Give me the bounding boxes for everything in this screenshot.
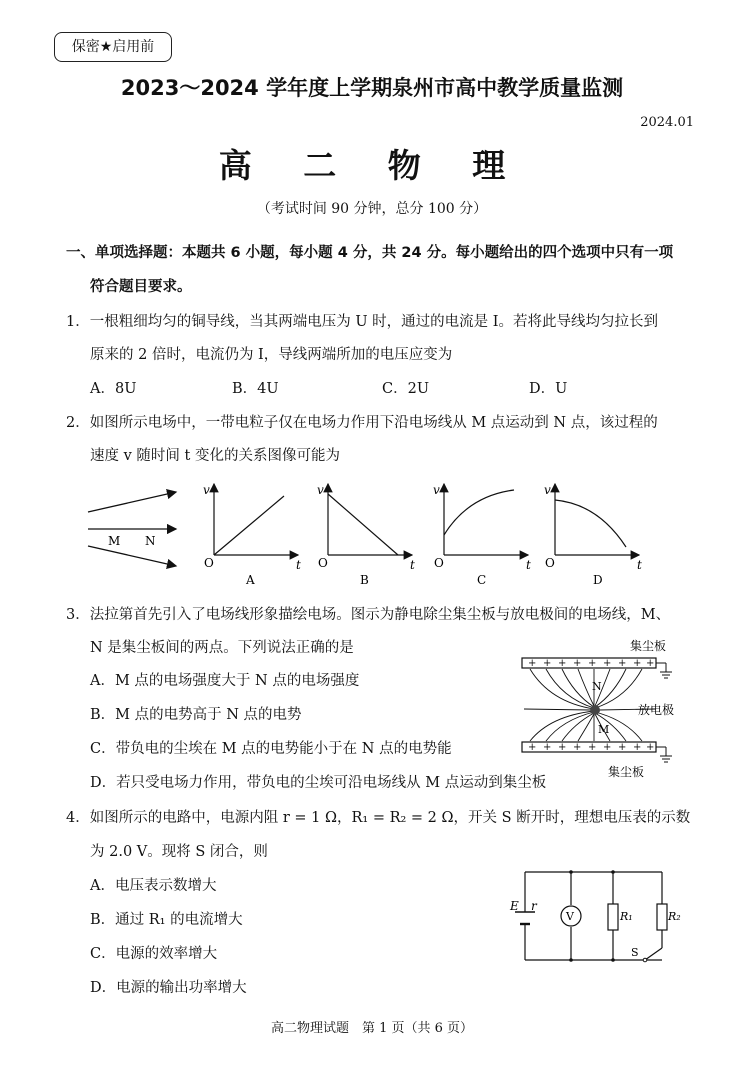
svg-text:+: + bbox=[603, 742, 612, 753]
graph-c-origin: O bbox=[434, 556, 444, 570]
svg-text:+: + bbox=[528, 742, 537, 753]
battery-e-label: E bbox=[510, 899, 519, 913]
q1-text-line2: 原来的 2 倍时，电流仍为 I，导线两端所加的电压应变为 bbox=[90, 347, 453, 363]
exam-info: （考试时间 90 分钟，总分 100 分） bbox=[256, 201, 488, 217]
graph-c-option: C bbox=[477, 573, 487, 587]
q3-label-electrode: 放电极 bbox=[638, 703, 675, 717]
q4-option-d: D．电源的输出功率增大 bbox=[90, 980, 247, 996]
svg-text:+: + bbox=[543, 742, 552, 753]
svg-text:+: + bbox=[573, 742, 582, 753]
svg-text:+: + bbox=[618, 742, 627, 753]
svg-text:+: + bbox=[603, 658, 612, 669]
switch-label: S bbox=[631, 946, 639, 959]
q2-text-line2: 速度 v 随时间 t 变化的关系图像可能为 bbox=[90, 448, 340, 464]
svg-text:+: + bbox=[543, 658, 552, 669]
svg-text:+: + bbox=[558, 658, 567, 669]
graph-b-option: B bbox=[360, 573, 369, 587]
q2-text-line1: 2．如图所示电场中，一带电粒子仅在电场力作用下沿电场线从 M 点运动到 N 点，该过程的 bbox=[66, 415, 658, 431]
battery-r-label: r bbox=[531, 899, 537, 913]
graph-b bbox=[328, 484, 412, 555]
graph-c-v-label: v bbox=[433, 483, 440, 497]
switch-s bbox=[645, 948, 662, 960]
graph-d-t-label: t bbox=[637, 558, 642, 572]
confidential-label: 保密★启用前 bbox=[54, 32, 172, 62]
q4-text-line2: 为 2.0 V。现将 S 闭合，则 bbox=[90, 844, 268, 860]
svg-text:+: + bbox=[528, 658, 537, 669]
field-label-m: M bbox=[108, 534, 121, 548]
svg-text:+: + bbox=[646, 658, 655, 669]
graph-a bbox=[214, 484, 298, 555]
graph-c bbox=[444, 484, 528, 555]
svg-text:+: + bbox=[633, 658, 642, 669]
q3-figure bbox=[510, 632, 690, 782]
q1-option-c: C．2U bbox=[382, 381, 430, 397]
graph-c-t-label: t bbox=[526, 558, 531, 572]
discharge-electrode bbox=[590, 705, 600, 715]
exam-header-title: 2023～2024 学年度上学期泉州市高中教学质量监测 bbox=[120, 76, 624, 100]
q3-point-m: M bbox=[598, 723, 610, 736]
q4-text-line1: 4．如图所示的电路中，电源内阻 r = 1 Ω，R₁ = R₂ = 2 Ω，开关 S 断开时，理想电压表的示数 bbox=[66, 810, 691, 826]
q1-option-d: D．U bbox=[529, 381, 568, 397]
field-lines bbox=[88, 492, 176, 566]
field-lines bbox=[524, 669, 656, 741]
q2-figure bbox=[0, 470, 744, 595]
q3-text-line1: 3．法拉第首先引入了电场线形象描绘电场。图示为静电除尘集尘板与放电极间的电场线，M、 bbox=[66, 607, 671, 623]
svg-text:+: + bbox=[588, 742, 597, 753]
svg-text:+: + bbox=[588, 658, 597, 669]
graph-d-v-label: v bbox=[544, 483, 551, 497]
q4-option-a: A．电压表示数增大 bbox=[90, 878, 217, 894]
q3-option-c: C．带负电的尘埃在 M 点的电势能小于在 N 点的电势能 bbox=[90, 741, 452, 757]
q1-option-a: A．8U bbox=[90, 381, 137, 397]
svg-text:+: + bbox=[633, 742, 642, 753]
resistor-r1 bbox=[608, 904, 618, 930]
graph-b-origin: O bbox=[318, 556, 328, 570]
section-title-cont: 符合题目要求。 bbox=[90, 279, 192, 295]
q3-option-b: B．M 点的电势高于 N 点的电势 bbox=[90, 707, 302, 723]
q1-option-b: B．4U bbox=[232, 381, 279, 397]
graph-d bbox=[555, 484, 639, 555]
resistor-r2 bbox=[657, 904, 667, 930]
graph-a-v-label: v bbox=[203, 483, 210, 497]
graph-a-option: A bbox=[246, 573, 255, 587]
graph-a-origin: O bbox=[204, 556, 214, 570]
svg-text:+: + bbox=[573, 658, 582, 669]
q1-text-line1: 1．一根粗细均匀的铜导线，当其两端电压为 U 时，通过的电流是 I。若将此导线均匀拉长到 bbox=[66, 314, 658, 330]
graph-d-origin: O bbox=[545, 556, 555, 570]
exam-date: 2024.01 bbox=[640, 115, 694, 130]
r1-label: R₁ bbox=[620, 910, 633, 923]
q4-option-c: C．电源的效率增大 bbox=[90, 946, 218, 962]
graph-b-v-label: v bbox=[317, 483, 324, 497]
graph-d-option: D bbox=[593, 573, 603, 587]
q4-option-b: B．通过 R₁ 的电流增大 bbox=[90, 912, 243, 928]
q3-option-a: A．M 点的电场强度大于 N 点的电场强度 bbox=[90, 673, 360, 689]
graph-a-t-label: t bbox=[296, 558, 301, 572]
section-title: 一、单项选择题：本题共 6 小题，每小题 4 分，共 24 分。每小题给出的四个选项中只有一项 bbox=[66, 245, 674, 261]
field-label-n: N bbox=[145, 534, 156, 548]
q3-label-bottom-plate: 集尘板 bbox=[608, 765, 645, 779]
q3-text-line2: N 是集尘板间的两点。下列说法正确的是 bbox=[90, 640, 354, 656]
svg-text:+: + bbox=[558, 742, 567, 753]
svg-text:+: + bbox=[646, 742, 655, 753]
subject-title: 高 二 物 理 bbox=[218, 146, 526, 185]
ground-icon bbox=[656, 663, 672, 678]
r2-label: R₂ bbox=[668, 910, 681, 923]
q3-point-n: N bbox=[592, 680, 602, 693]
q3-option-d: D．若只受电场力作用，带负电的尘埃可沿电场线从 M 点运动到集尘板 bbox=[90, 775, 547, 791]
page-footer: 高二物理试题 第 1 页（共 6 页） bbox=[270, 1021, 474, 1036]
graph-b-t-label: t bbox=[410, 558, 415, 572]
voltmeter-label: V bbox=[566, 910, 574, 923]
svg-text:+: + bbox=[618, 658, 627, 669]
q3-label-top-plate: 集尘板 bbox=[630, 639, 667, 653]
q4-circuit bbox=[500, 862, 690, 972]
